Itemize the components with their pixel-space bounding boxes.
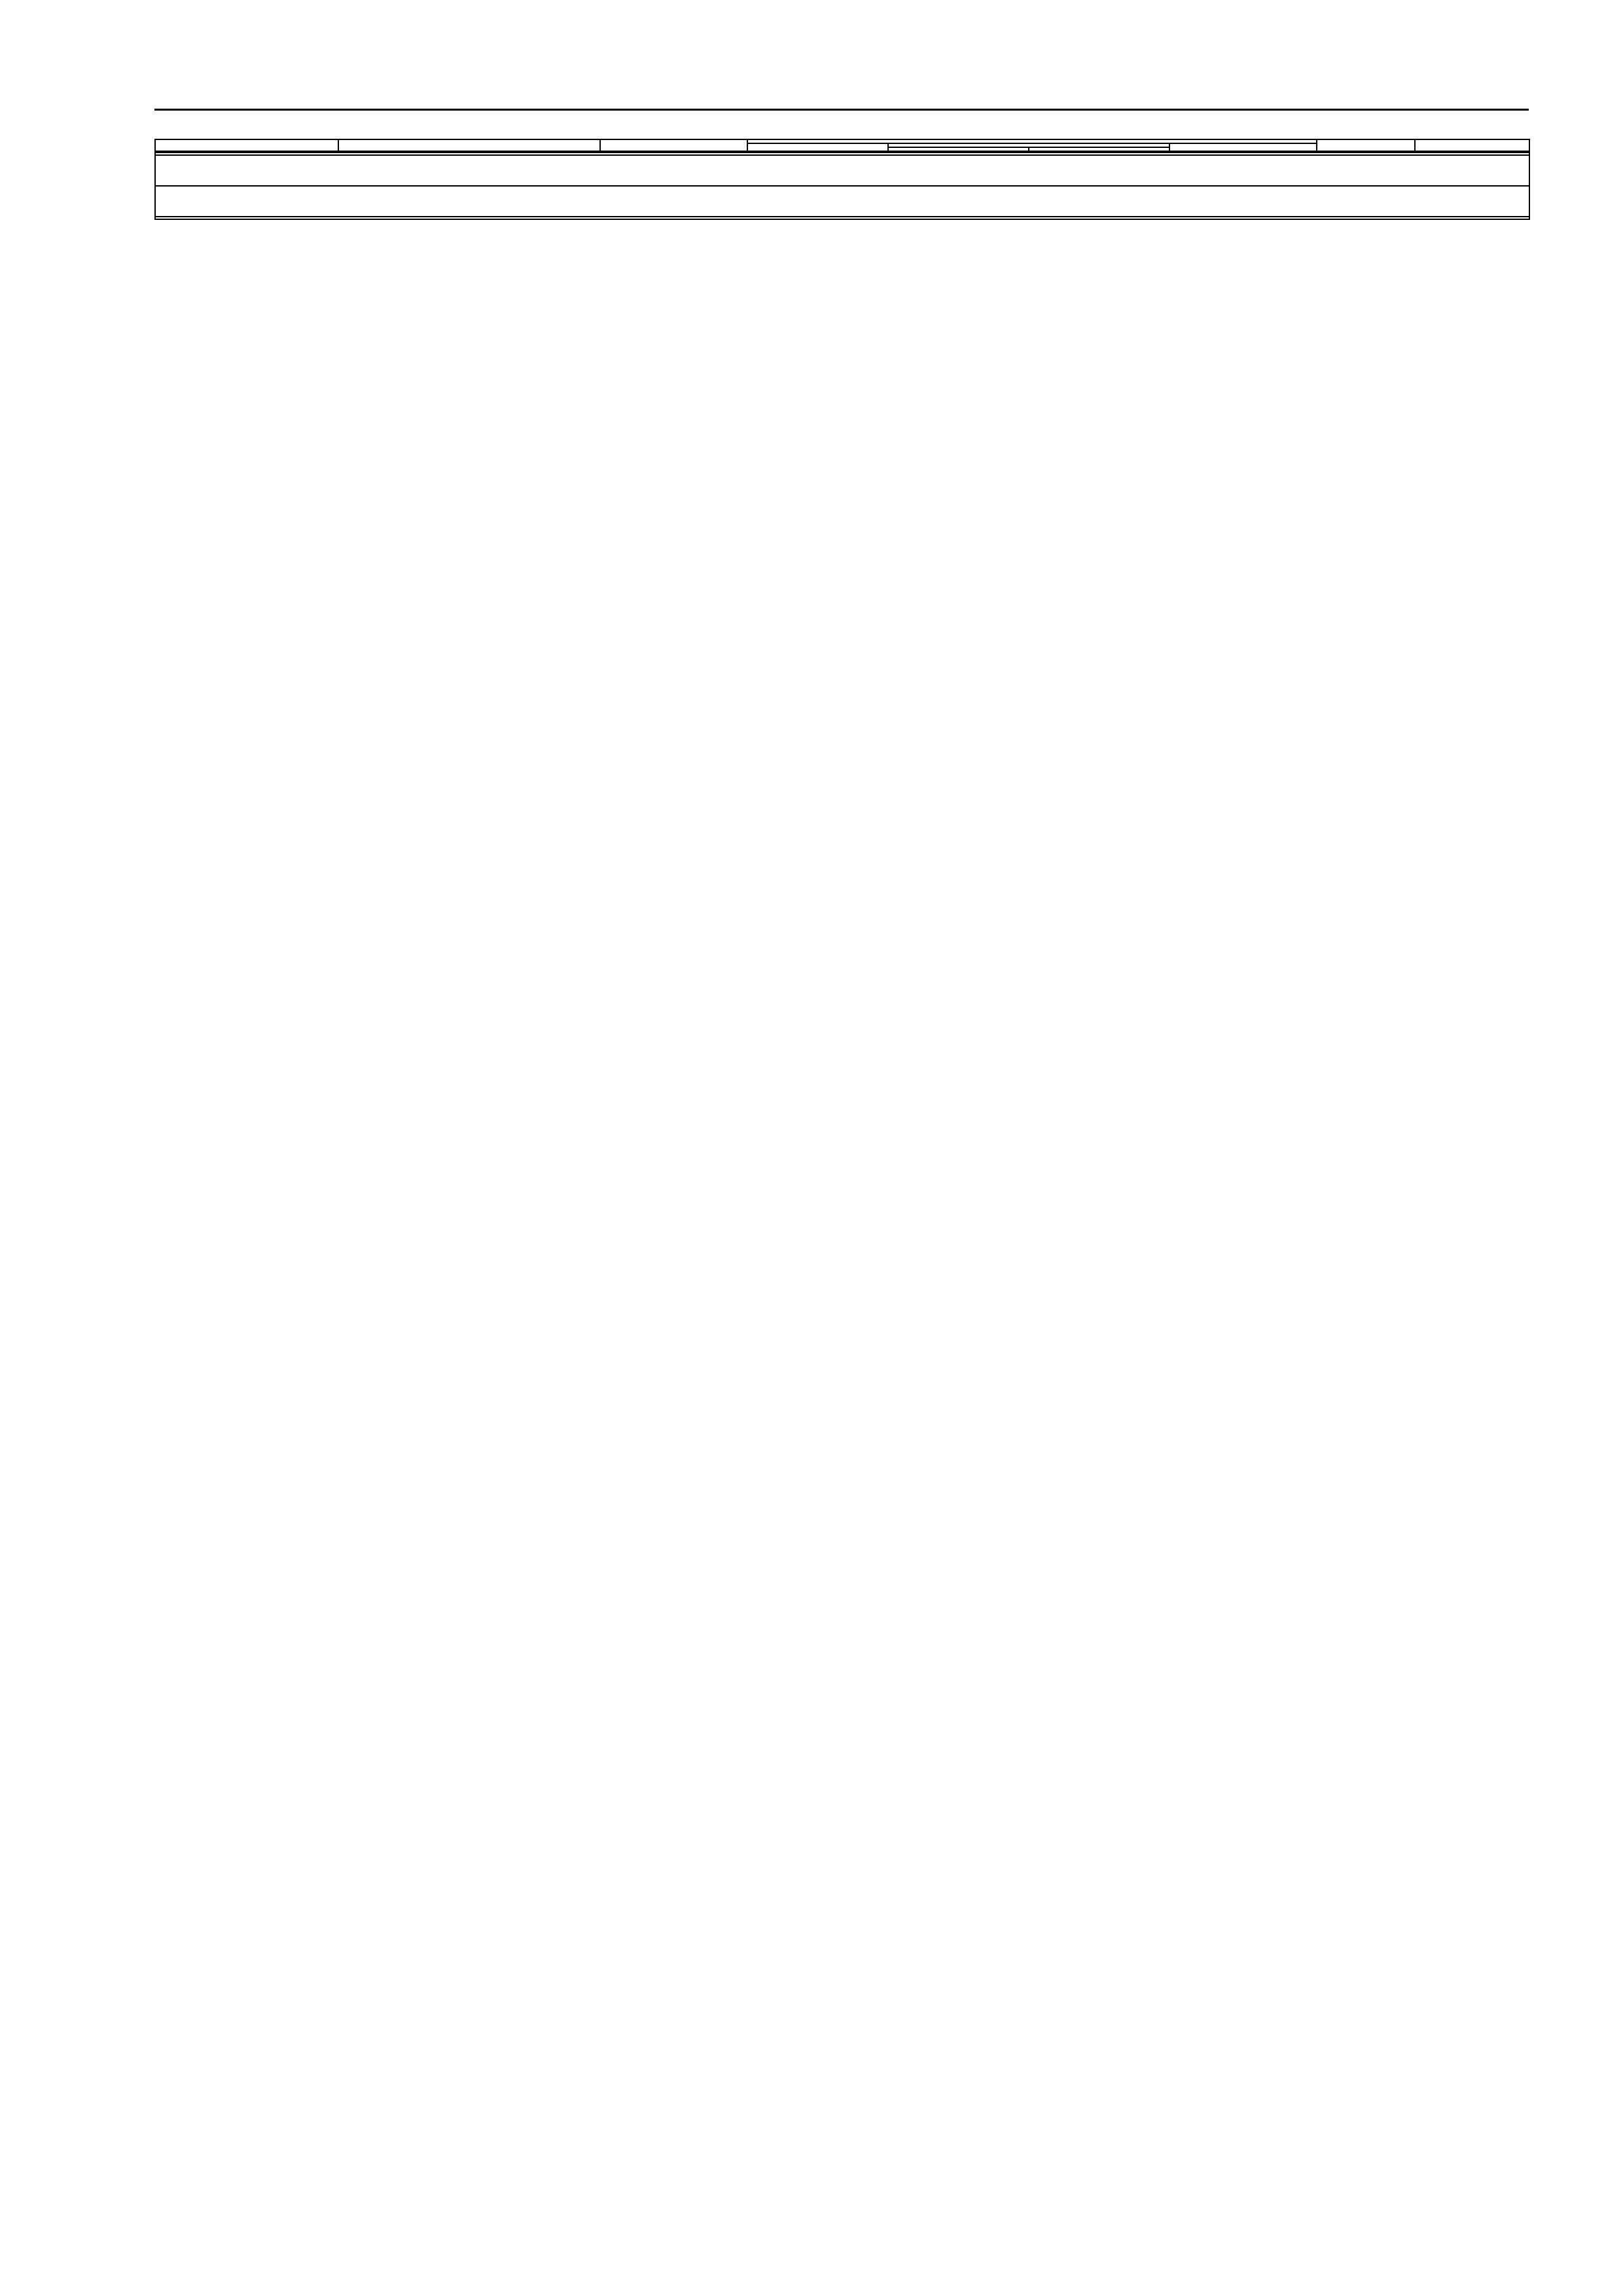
col-name-header <box>338 139 600 151</box>
rates-table <box>154 139 1530 220</box>
group-label <box>155 217 1529 219</box>
table-30-row <box>155 155 1529 186</box>
col-mass-header <box>1415 139 1529 151</box>
page-header <box>154 75 1529 111</box>
measure-cell <box>155 186 1529 217</box>
col-code-header <box>155 139 338 151</box>
col-materials-header <box>1169 143 1317 151</box>
group-row <box>155 217 1529 219</box>
col-labor-header <box>1317 139 1415 151</box>
table-30-title <box>155 155 1529 186</box>
col-wages-header <box>747 143 888 151</box>
col-direct-header <box>600 139 747 151</box>
measure-row <box>155 186 1529 217</box>
